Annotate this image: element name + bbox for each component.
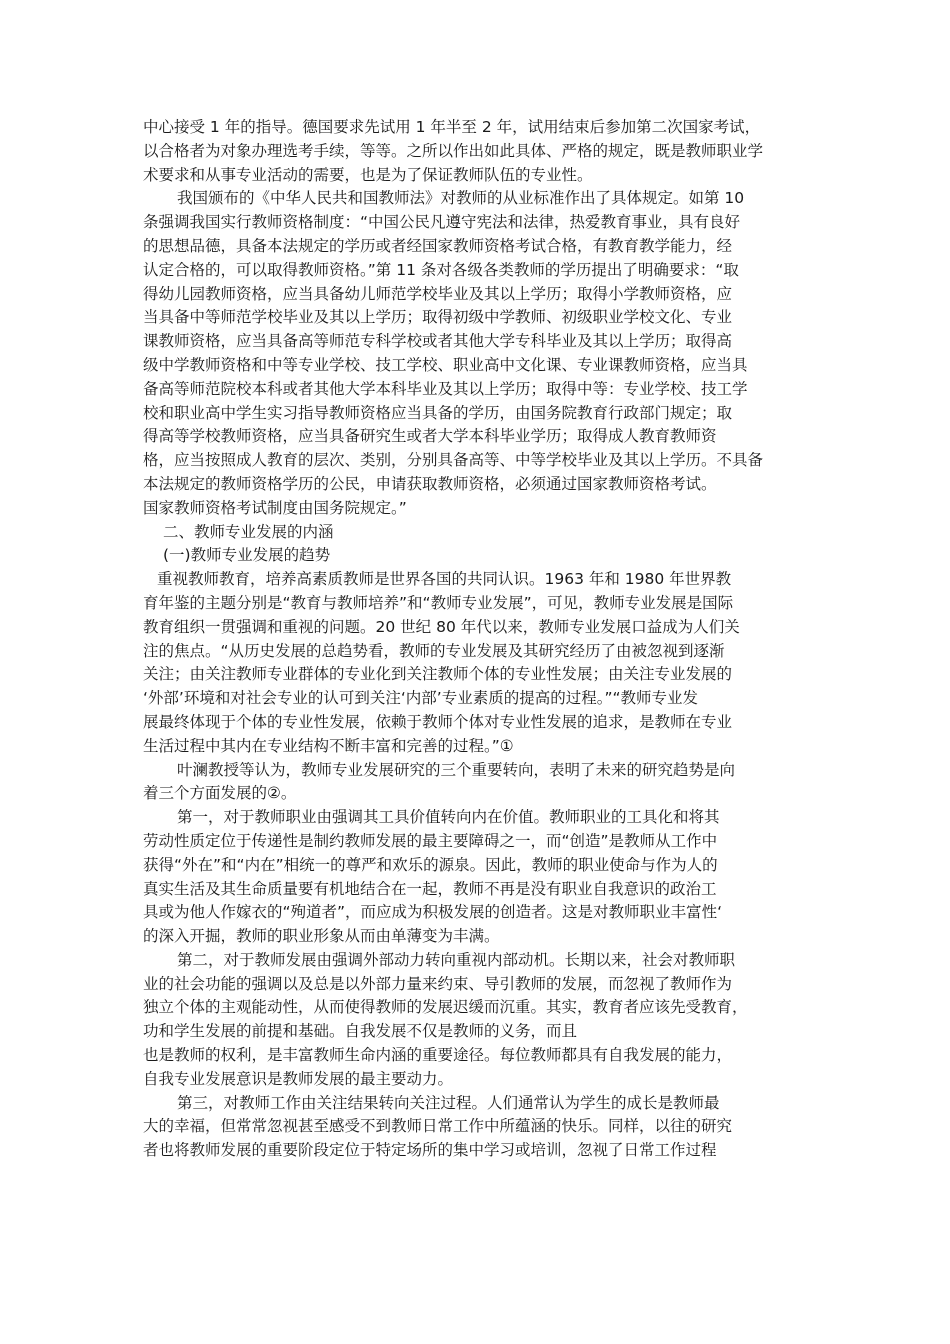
text-line: 独立个体的主观能动性，从而使得教师的发展迟缓而沉重。其实，教育者应该先受教育， — [143, 998, 748, 1017]
text-line: ‘外部’环境和对社会专业的认可到关注‘内部’专业素质的提高的过程。”“教师专业发 — [143, 689, 699, 708]
text-line: 得高等学校教师资格，应当具备研究生或者大学本科毕业学历；取得成人教育教师资 — [143, 427, 717, 446]
text-line: 课教师资格，应当具备高等师范专科学校或者其他大学专科毕业及其以上学历；取得高 — [143, 332, 733, 351]
text-line: 第三，对教师工作由关注结果转向关注过程。人们通常认为学生的成长是教师最 — [177, 1093, 720, 1112]
text-line: 重视教师教育，培养高素质教师是世界各国的共同认识。1963 年和 1980 年世界教 — [157, 570, 732, 589]
text-line: 国家教师资格考试制度由国务院规定。” — [143, 498, 407, 517]
body-text — [143, 116, 823, 1163]
text-line: 的深入开掘，教师的职业形象从而由单薄变为丰满。 — [143, 927, 500, 946]
text-line: 级中学教师资格和中等专业学校、技工学校、职业高中文化课、专业课教师资格，应当具 — [143, 355, 748, 374]
text-line: 我国颁布的《中华人民共和国教师法》对教师的从业标准作出了具体规定。如第 10 — [177, 189, 745, 208]
text-line: 叶澜教授等认为，教师专业发展研究的三个重要转向，表明了未来的研究趋势是向 — [177, 760, 736, 779]
text-line: 备高等师范院校本科或者其他大学本科毕业及其以上学历；取得中等：专业学校、技工学 — [143, 379, 748, 398]
text-line: 教育组织一贯强调和重视的问题。20 世纪 80 年代以来，教师专业发展口益成为人们关 — [143, 617, 740, 636]
text-line: 的思想品德，具备本法规定的学历或者经国家教师资格考试合格，有教育教学能力，经 — [143, 236, 733, 255]
text-line: 中心接受 1 年的指导。德国要求先试用 1 年半至 2 年，试用结束后参加第二次国家考试， — [143, 118, 761, 136]
text-line: 大的幸福，但常常忽视甚至感受不到教师日常工作中所蕴涵的快乐。同样，以往的研究 — [143, 1117, 733, 1136]
text-line: 认定合格的，可以取得教师资格。”第 11 条对各级各类教师的学历提出了明确要求：“取 — [143, 260, 739, 279]
text-line: 第二，对于教师发展由强调外部动力转向重视内部动机。长期以来，社会对教师职 — [177, 950, 736, 969]
text-line: 业的社会功能的强调以及总是以外部力量来约束、导引教师的发展，而忽视了教师作为 — [143, 974, 733, 993]
text-line: 生活过程中其内在专业结构不断丰富和完善的过程。”① — [143, 736, 514, 755]
text-line: 得幼儿园教师资格，应当具备幼儿师范学校毕业及其以上学历；取得小学教师资格，应 — [143, 284, 733, 303]
text-line: (一)教师专业发展的趋势 — [163, 546, 331, 565]
text-line: 术要求和从事专业活动的需要，也是为了保证教师队伍的专业性。 — [143, 165, 593, 184]
text-line: 劳动性质定位于传递性是制约教师发展的最主要障碍之一，而“创造”是教师从工作中 — [143, 831, 718, 850]
text-line: 注的焦点。“从历史发展的总趋势看，教师的专业发展及其研究经历了由被忽视到逐渐 — [143, 641, 725, 660]
text-line: 展最终体现于个体的专业性发展，依赖于教师个体对专业性发展的追求，是教师在专业 — [143, 712, 733, 731]
text-line: 功和学生发展的前提和基础。自我发展不仅是教师的义务，而且 — [143, 1022, 578, 1041]
text-line: 二、教师专业发展的内涵 — [163, 522, 334, 541]
text-line: 格，应当按照成人教育的层次、类别，分别具备高等、中等学校毕业及其以上学历。不具备 — [143, 451, 764, 470]
text-line: 真实生活及其生命质量要有机地结合在一起，教师不再是没有职业自我意识的政治工 — [143, 879, 717, 898]
text-line: 校和职业高中学生实习指导教师资格应当具备的学历，由国务院教育行政部门规定；取 — [143, 403, 733, 422]
text-line: 育年鉴的主题分别是“教育与教师培养”和“教师专业发展”，可见，教师专业发展是国际 — [143, 593, 734, 612]
text-line: 当具备中等师范学校毕业及其以上学历；取得初级中学教师、初级职业学校文化、专业 — [143, 308, 733, 327]
text-line: 第一，对于教师职业由强调其工具价值转向内在价值。教师职业的工具化和将其 — [177, 808, 720, 827]
text-line: 条强调我国实行教师资格制度：“中国公民凡遵守宪法和法律，热爱教育事业，具有良好 — [143, 213, 741, 232]
text-line: 也是教师的权利，是丰富教师生命内涵的重要途径。每位教师都具有自我发展的能力， — [143, 1046, 733, 1065]
text-line: 者也将教师发展的重要阶段定位于特定场所的集中学习或培训，忽视了日常工作过程 — [143, 1141, 717, 1160]
text-line: 以合格者为对象办理选考手续，等等。之所以作出如此具体、严格的规定，既是教师职业学 — [143, 141, 764, 160]
text-line: 获得“外在”和“内在”相统一的尊严和欢乐的源泉。因此，教师的职业使命与作为人的 — [143, 855, 718, 874]
text-line: 自我专业发展意识是教师发展的最主要动力。 — [143, 1069, 454, 1088]
text-line: 关注；由关注教师专业群体的专业化到关注教师个体的专业性发展；由关注专业发展的 — [143, 665, 733, 684]
text-line: 具或为他人作嫁衣的“殉道者”，而应成为积极发展的创造者。这是对教师职业丰富性‘ — [143, 903, 722, 922]
text-line: 本法规定的教师资格学历的公民，申请获取教师资格，必须通过国家教师资格考试。 — [143, 474, 717, 493]
text-line: 着三个方面发展的②。 — [143, 784, 297, 803]
